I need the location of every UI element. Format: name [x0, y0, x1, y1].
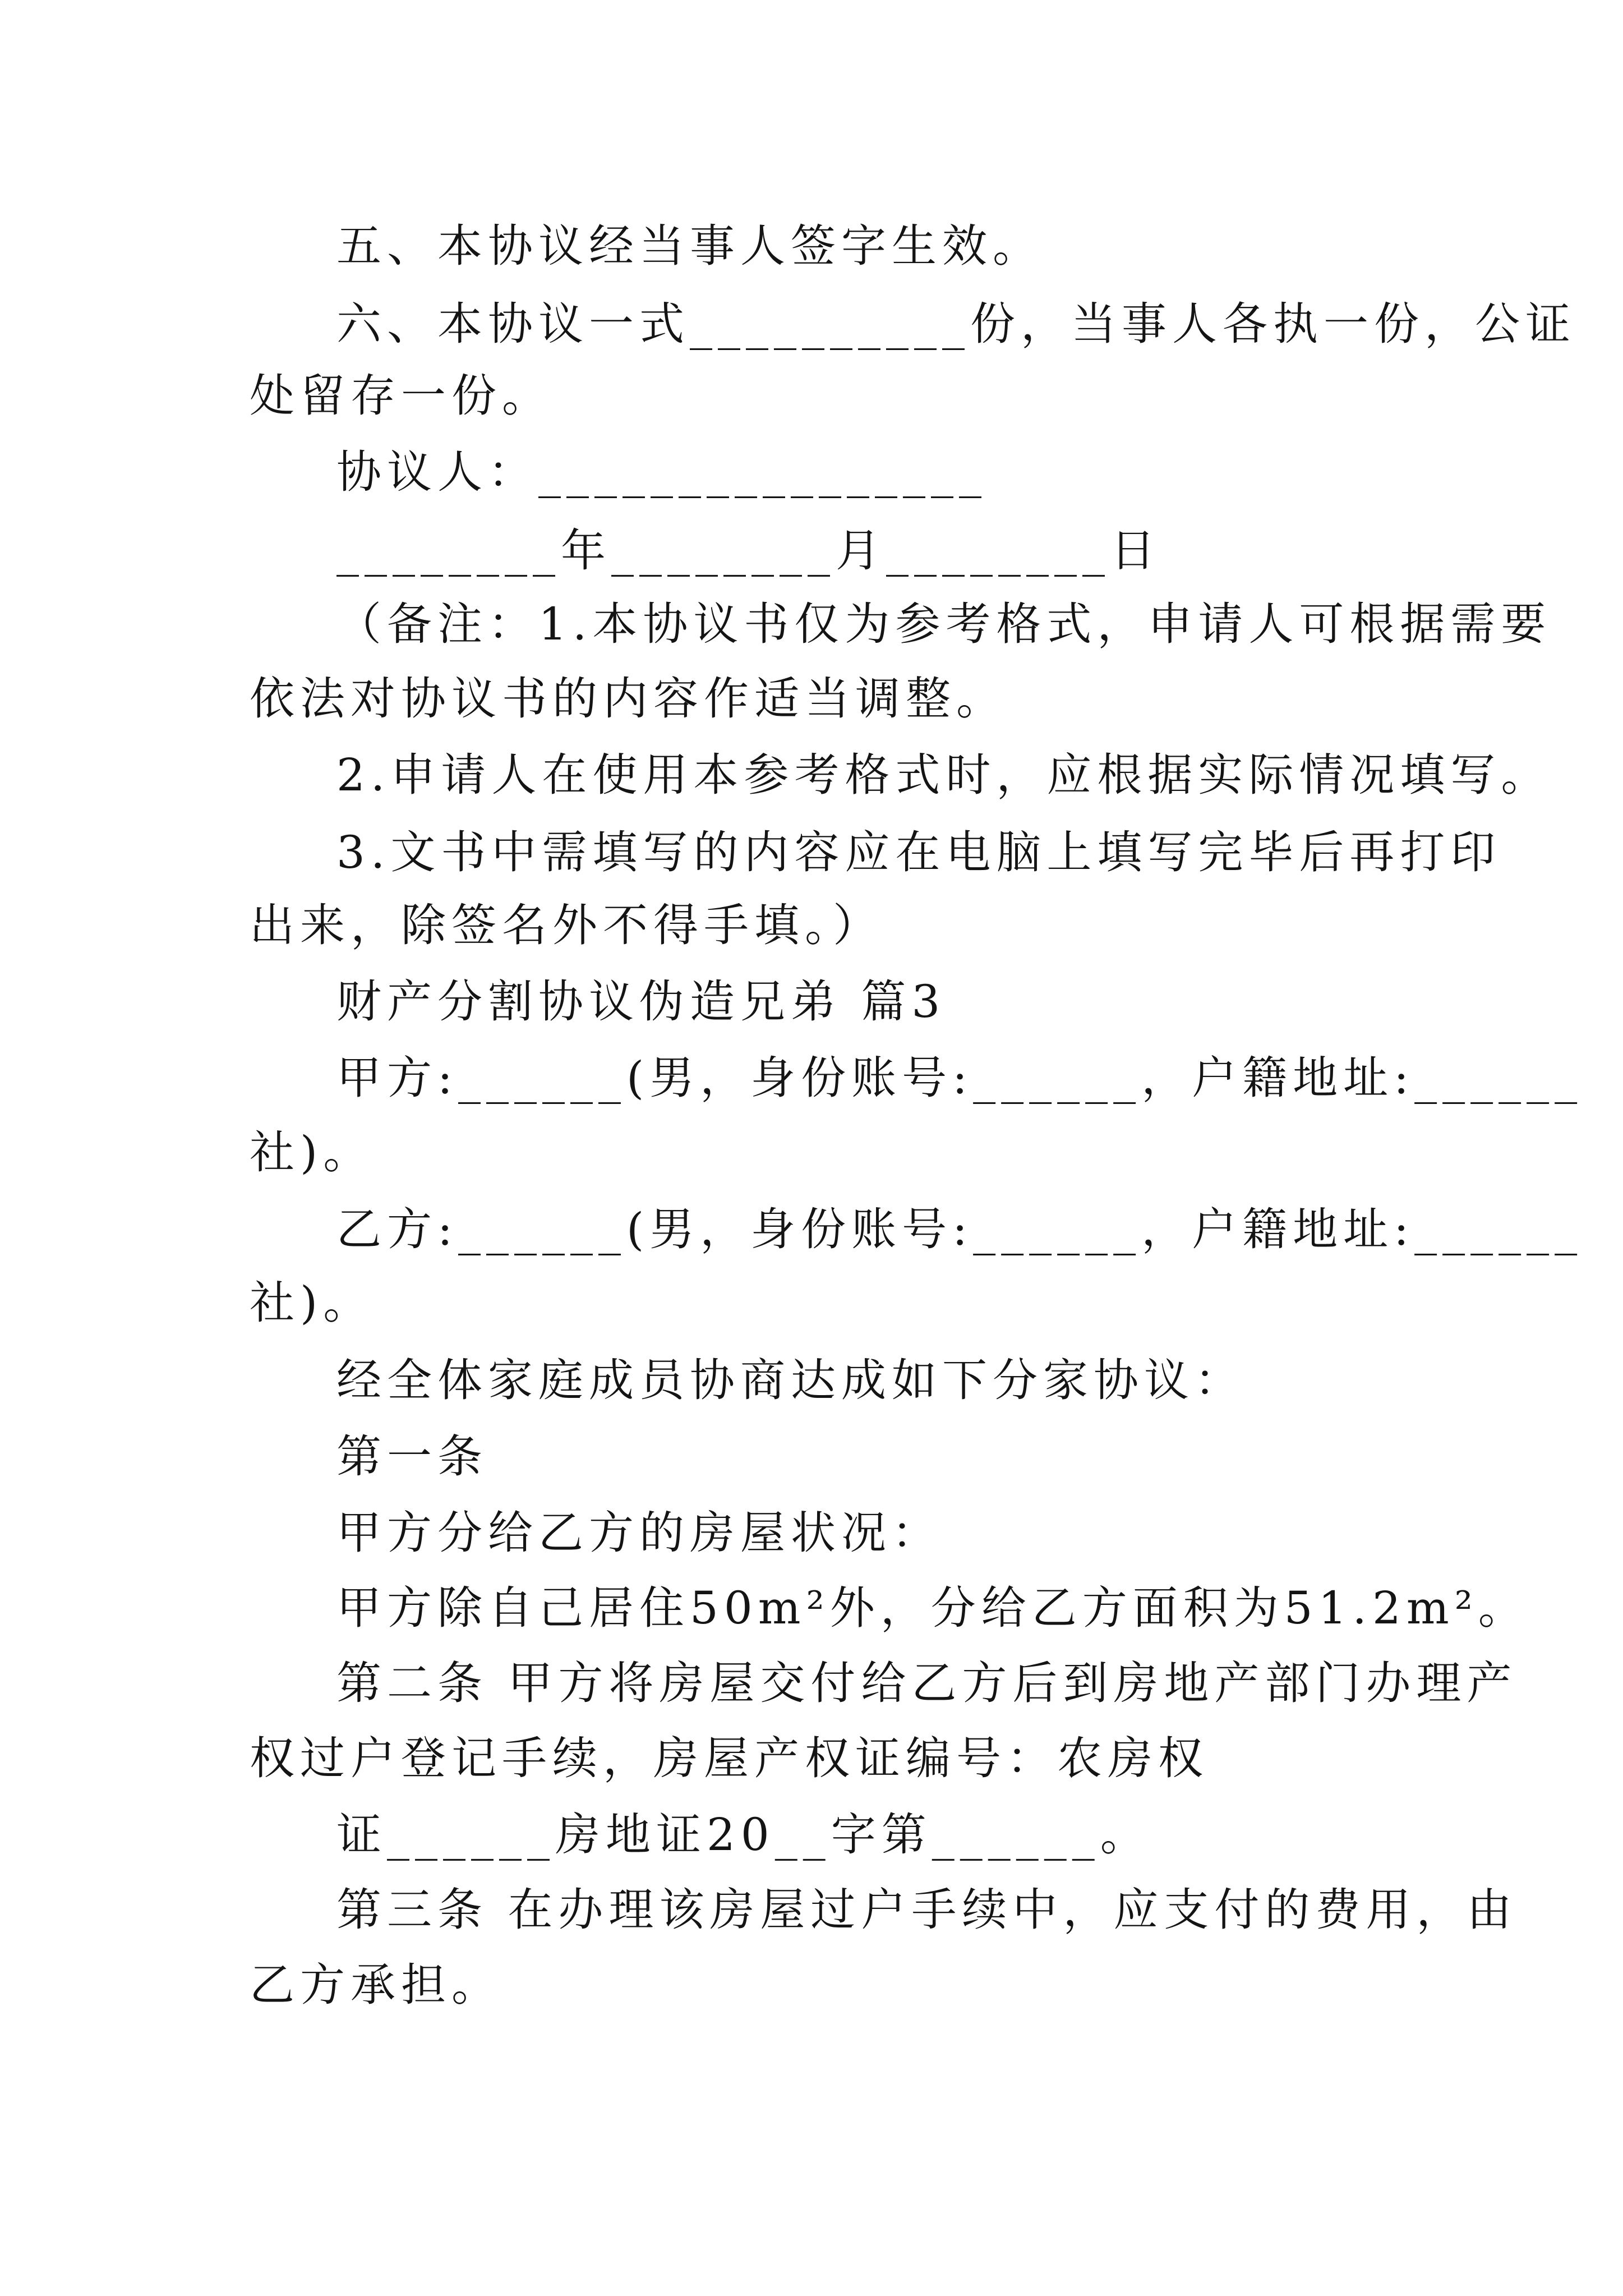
party-a-line: 社)。 [250, 1126, 374, 1179]
party-b-line: 乙方:______(男，身份账号:______，户籍地址:______ [336, 1203, 1583, 1255]
article-line: 乙方承担。 [250, 1959, 502, 2011]
note-line: 3.文书中需填写的内容应在电脑上填写完毕后再打印 [336, 826, 1501, 878]
paragraph-line: 经全体家庭成员协商达成如下分家协议： [336, 1354, 1245, 1406]
note-line: 依法对协议书的内容作适当调整。 [250, 673, 1007, 725]
party-a-line: 甲方:______(男，身份账号:______，户籍地址:______ [336, 1052, 1583, 1104]
article-line: 第二条 甲方将房屋交付给乙方后到房地产部门办理产 [336, 1657, 1518, 1709]
article-line: 第三条 在办理该房屋过户手续中，应支付的费用，由 [336, 1884, 1518, 1936]
party-b-line: 社)。 [250, 1277, 374, 1329]
paragraph-line: 六、本协议一式__________份，当事人各执一份，公证 [336, 298, 1576, 350]
paragraph-line: 甲方分给乙方的房屋状况： [336, 1507, 942, 1559]
signature-line: 协议人：________________ [336, 446, 987, 498]
article-line: 证______房地证20__字第______。 [336, 1809, 1151, 1861]
section-title: 财产分割协议伪造兄弟 篇3 [336, 976, 946, 1028]
paragraph-line: 五、本协议经当事人签字生效。 [336, 220, 1043, 272]
paragraph-line: 处留存一份。 [250, 370, 552, 422]
article-heading: 第一条 [336, 1430, 488, 1483]
note-line: 出来，除签名外不得手填。） [250, 899, 883, 951]
article-line: 权过户登记手续，房屋产权证编号：农房权 [250, 1732, 1209, 1784]
note-line: 2.申请人在使用本参考格式时，应根据实际情况填写。 [336, 749, 1552, 801]
date-line: ________年________月________日 [336, 524, 1161, 577]
paragraph-line: 甲方除自己居住50m²外，分给乙方面积为51.2m²。 [336, 1582, 1529, 1634]
note-line: （备注：1.本协议书仅为参考格式，申请人可根据需要 [336, 598, 1552, 650]
